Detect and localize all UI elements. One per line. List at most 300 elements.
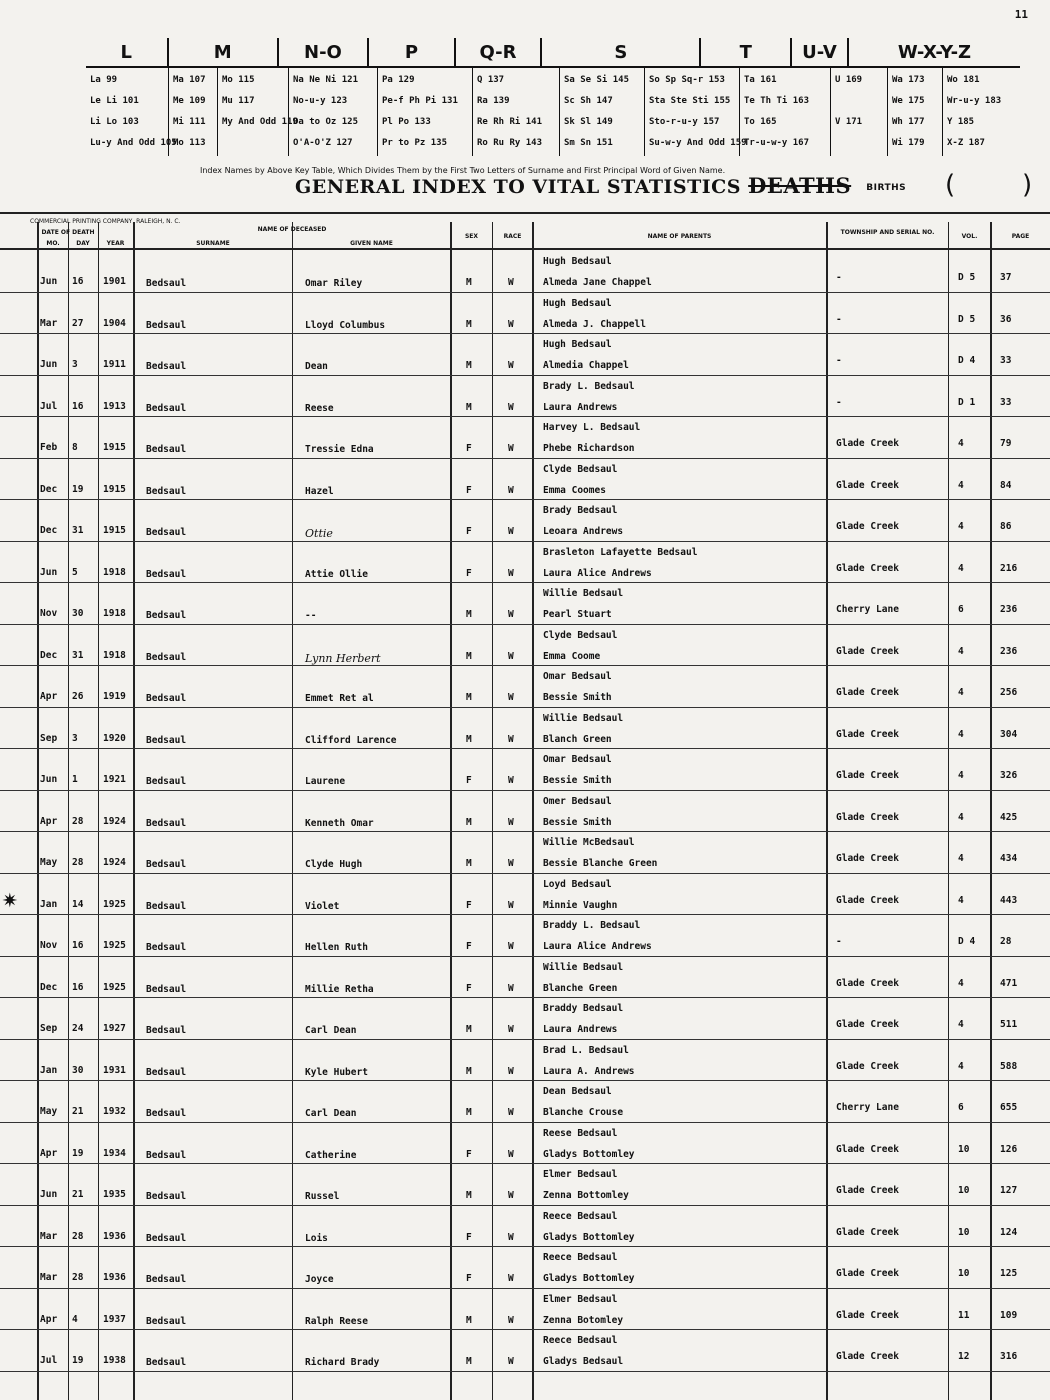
record-page: 37	[1000, 272, 1012, 283]
sex: F	[466, 941, 472, 952]
death-day: 30	[72, 1064, 84, 1076]
surname: Bedsaul	[146, 651, 187, 663]
death-day: 28	[72, 1272, 84, 1283]
race: W	[508, 1314, 514, 1326]
table-row	[0, 416, 1050, 459]
race: W	[508, 650, 514, 662]
key-entry: Sm Sn 151	[564, 138, 613, 148]
death-year: 1925	[103, 898, 126, 910]
father-name: Elmer Bedsaul	[543, 1293, 618, 1305]
volume: 10	[958, 1268, 970, 1279]
key-entry	[222, 133, 284, 154]
key-entry: Oa to Oz 125	[293, 117, 359, 127]
death-day: 16	[72, 276, 84, 287]
death-year: 1904	[103, 317, 126, 329]
township: Glade Creek	[836, 645, 899, 657]
record-page: 256	[1000, 687, 1018, 698]
death-month: Mar	[40, 1230, 58, 1242]
death-month: Nov	[40, 608, 58, 619]
surname: Bedsaul	[146, 1274, 187, 1285]
race: W	[508, 941, 514, 952]
key-entry: Wo 181	[947, 75, 980, 85]
mother-name: Blanche Crouse	[543, 1107, 624, 1118]
table-row	[0, 1122, 1050, 1165]
race: W	[508, 1024, 514, 1035]
key-entry: Pl Po 133	[382, 117, 431, 127]
volume: D 5	[958, 272, 976, 283]
key-column	[217, 68, 298, 156]
key-entry: Ro Ru Ry 143	[477, 138, 543, 148]
death-year: 1938	[103, 1355, 126, 1366]
death-year: 1919	[103, 691, 126, 702]
volume: D 4	[958, 936, 976, 947]
given-name: Catherine	[305, 1149, 357, 1161]
key-entry: Sto-r-u-y 157	[649, 117, 720, 127]
star-marker-icon: ✷	[2, 884, 18, 914]
given-name: Laurene	[305, 776, 346, 787]
death-day: 19	[72, 1355, 84, 1366]
volume: 4	[958, 562, 964, 574]
township: Glade Creek	[836, 1309, 899, 1321]
key-entry: Ra 139	[477, 96, 510, 106]
header-page: PAGE	[1011, 233, 1030, 240]
key-rows	[86, 68, 1020, 156]
sex: M	[466, 401, 472, 413]
volume: 4	[958, 728, 964, 740]
record-page: 304	[1000, 728, 1018, 740]
table-row	[0, 997, 1050, 1040]
key-entry: Lu-y And Odd 105	[90, 138, 177, 148]
table-row	[0, 250, 1050, 293]
header-volume: VOL.	[961, 233, 978, 240]
death-day: 28	[72, 1230, 84, 1242]
father-name: Brady Bedsaul	[543, 505, 618, 516]
table-row	[0, 873, 1050, 916]
record-page: 316	[1000, 1351, 1018, 1362]
death-day: 30	[72, 608, 84, 619]
mother-name: Zenna Bottomley	[543, 1190, 629, 1201]
death-year: 1925	[103, 981, 126, 993]
sex: M	[466, 692, 472, 703]
death-day: 26	[72, 691, 84, 702]
key-entry: Ta 161	[744, 75, 777, 85]
table-row	[0, 790, 1050, 833]
township: Glade Creek	[836, 894, 899, 906]
volume: 10	[958, 1226, 970, 1238]
death-day: 4	[72, 1313, 78, 1325]
race: W	[508, 733, 514, 745]
surname: Bedsaul	[146, 610, 187, 621]
table-row	[0, 499, 1050, 542]
mother-name: Laura Alice Andrews	[543, 567, 652, 579]
key-entry: Wi 179	[892, 138, 925, 148]
key-entry: Q 137	[477, 75, 505, 85]
title-struck-deaths: DEATHS	[748, 173, 852, 198]
table-row	[0, 914, 1050, 957]
key-entry: Li Lo 103	[90, 117, 139, 127]
father-name: Brady L. Bedsaul	[543, 380, 635, 392]
surname: Bedsaul	[146, 859, 187, 870]
death-day: 31	[72, 649, 84, 661]
header-date-of-death: DATE OF DEATH	[41, 229, 95, 236]
father-name: Willie Bedsaul	[543, 961, 624, 973]
death-day: 3	[72, 732, 78, 744]
key-entry: Sa Se Si 145	[564, 75, 630, 85]
key-letter: N-O	[277, 38, 367, 66]
table-row	[0, 1080, 1050, 1123]
township: -	[836, 355, 842, 366]
record-page: 124	[1000, 1226, 1018, 1238]
mother-name: Leoara Andrews	[543, 526, 624, 537]
volume: D 1	[958, 396, 976, 408]
mother-name: Laura A. Andrews	[543, 1065, 635, 1077]
table-row	[0, 582, 1050, 625]
township: Glade Creek	[836, 1268, 899, 1279]
township: -	[836, 396, 842, 408]
death-day: 28	[72, 857, 84, 868]
key-entry: Wh 177	[892, 117, 925, 127]
death-month: Jun	[40, 774, 58, 785]
mother-name: Phebe Richardson	[543, 443, 635, 454]
death-day: 16	[72, 981, 84, 993]
surname: Bedsaul	[146, 1108, 187, 1119]
surname: Bedsaul	[146, 444, 187, 455]
volume: 11	[958, 1309, 970, 1321]
father-name: Willie Bedsaul	[543, 588, 624, 599]
record-page: 216	[1000, 562, 1018, 574]
death-year: 1931	[103, 1064, 126, 1076]
death-month: May	[40, 857, 58, 868]
sex: F	[466, 567, 472, 579]
header-surname: SURNAME	[196, 240, 230, 247]
record-page: 33	[1000, 355, 1012, 366]
death-day: 19	[72, 483, 84, 495]
key-letter: P	[367, 38, 454, 66]
township: Glade Creek	[836, 811, 899, 823]
volume: 4	[958, 894, 964, 906]
sex: F	[466, 443, 472, 454]
table-row	[0, 707, 1050, 750]
township: Glade Creek	[836, 853, 899, 864]
table-row	[0, 333, 1050, 376]
key-letter: W-X-Y-Z	[847, 38, 1020, 66]
township: Glade Creek	[836, 1351, 899, 1362]
key-entry: Wr-u-y 183	[947, 96, 1002, 106]
volume: 10	[958, 1143, 970, 1155]
death-day: 14	[72, 898, 84, 910]
table-row	[0, 458, 1050, 501]
death-year: 1911	[103, 359, 126, 370]
township: Glade Creek	[836, 687, 899, 698]
header-day: DAY	[76, 240, 90, 247]
surname: Bedsaul	[146, 361, 187, 372]
key-entry: To 165	[744, 117, 777, 127]
key-entry: Pe-f Ph Pi 131	[382, 96, 458, 106]
death-year: 1936	[103, 1272, 126, 1283]
father-name: Willie McBedsaul	[543, 837, 635, 848]
given-name: Carl Dean	[305, 1108, 357, 1119]
death-year: 1918	[103, 566, 126, 578]
race: W	[508, 1065, 514, 1077]
volume: D 5	[958, 313, 976, 325]
death-day: 5	[72, 566, 78, 578]
death-year: 1937	[103, 1313, 126, 1325]
key-letter: S	[540, 38, 699, 66]
surname: Bedsaul	[146, 693, 187, 704]
given-name: Tressie Edna	[305, 444, 374, 455]
given-name: Ottie	[305, 527, 333, 540]
death-month: Apr	[40, 1313, 58, 1325]
surname: Bedsaul	[146, 942, 187, 953]
race: W	[508, 775, 514, 786]
race: W	[508, 982, 514, 994]
mother-name: Laura Andrews	[543, 1024, 618, 1035]
death-month: Mar	[40, 1272, 58, 1283]
father-name: Harvey L. Bedsaul	[543, 422, 641, 433]
death-day: 31	[72, 525, 84, 536]
key-entry: X-Z 187	[947, 138, 985, 148]
surname: Bedsaul	[146, 527, 187, 538]
death-month: Jun	[40, 566, 58, 578]
surname: Bedsaul	[146, 817, 187, 829]
death-month: Apr	[40, 691, 58, 702]
record-page: 588	[1000, 1060, 1018, 1072]
surname: Bedsaul	[146, 1357, 187, 1368]
death-month: Jan	[40, 1064, 58, 1076]
header-race: RACE	[503, 233, 522, 240]
table-row	[0, 1288, 1050, 1331]
given-name: Clifford Larence	[305, 734, 397, 746]
sex: M	[466, 1190, 472, 1201]
key-entry: We 175	[892, 96, 925, 106]
race: W	[508, 1107, 514, 1118]
death-month: Jul	[40, 400, 58, 412]
key-entry: Na Ne Ni 121	[293, 75, 359, 85]
given-name: Lynn Herbert	[305, 651, 381, 665]
header-township: TOWNSHIP AND SERIAL NO.	[840, 229, 935, 236]
township: Glade Creek	[836, 1226, 899, 1238]
father-name: Brasleton Lafayette Bedsaul	[543, 546, 698, 558]
mother-name: Gladys Bottomley	[543, 1231, 635, 1243]
table-row	[0, 665, 1050, 708]
township: Glade Creek	[836, 438, 899, 449]
death-year: 1915	[103, 525, 126, 536]
father-name: Hugh Bedsaul	[543, 339, 612, 350]
record-page: 236	[1000, 604, 1018, 615]
father-name: Dean Bedsaul	[543, 1086, 612, 1097]
father-name: Loyd Bedsaul	[543, 878, 612, 890]
death-year: 1924	[103, 815, 126, 827]
sex: F	[466, 526, 472, 537]
race: W	[508, 1148, 514, 1160]
township: Glade Creek	[836, 1143, 899, 1155]
death-day: 16	[72, 400, 84, 412]
key-entry: Pa 129	[382, 75, 415, 85]
key-entry	[835, 133, 883, 154]
sex: M	[466, 277, 472, 288]
record-page: 84	[1000, 479, 1012, 491]
mother-name: Minnie Vaughn	[543, 899, 618, 911]
key-entry: Sk Sl 149	[564, 117, 613, 127]
volume: 4	[958, 1019, 964, 1030]
death-day: 3	[72, 359, 78, 370]
key-column	[887, 68, 942, 156]
race: W	[508, 360, 514, 371]
race: W	[508, 1273, 514, 1284]
volume: 4	[958, 1060, 964, 1072]
index-instructions: Index Names by Above Key Table, Which Divides Them by the First Two Letters of Surname and First Principal Word of Given Name.	[200, 166, 726, 175]
sex: M	[466, 1107, 472, 1118]
death-year: 1925	[103, 940, 126, 951]
page-number: 11	[1014, 8, 1028, 21]
table-row	[0, 1246, 1050, 1289]
key-letter: Q-R	[454, 38, 541, 66]
record-page: 471	[1000, 977, 1018, 989]
father-name: Braddy Bedsaul	[543, 1003, 624, 1014]
death-year: 1918	[103, 608, 126, 619]
given-name: Carl Dean	[305, 1025, 357, 1036]
table-row	[0, 1039, 1050, 1082]
given-name: Ralph Reese	[305, 1315, 368, 1327]
father-name: Willie Bedsaul	[543, 712, 624, 724]
record-page: 511	[1000, 1019, 1018, 1030]
key-column	[472, 68, 559, 156]
race: W	[508, 858, 514, 869]
key-entry: So Sp Sq-r 153	[649, 75, 725, 85]
record-page: 326	[1000, 770, 1018, 781]
death-day: 27	[72, 317, 84, 329]
death-month: Dec	[40, 525, 58, 536]
given-name: Violet	[305, 900, 340, 912]
race: W	[508, 443, 514, 454]
death-month: Dec	[40, 649, 58, 661]
record-page: 109	[1000, 1309, 1018, 1321]
death-month: Dec	[40, 981, 58, 993]
sex: M	[466, 816, 472, 828]
father-name: Reece Bedsaul	[543, 1210, 618, 1222]
death-month: Mar	[40, 317, 58, 329]
given-name: --	[305, 610, 317, 621]
death-year: 1936	[103, 1230, 126, 1242]
sex: M	[466, 609, 472, 620]
mother-name: Laura Andrews	[543, 401, 618, 413]
race: W	[508, 1231, 514, 1243]
surname: Bedsaul	[146, 278, 187, 289]
race: W	[508, 277, 514, 288]
surname: Bedsaul	[146, 1066, 187, 1078]
death-month: May	[40, 1106, 58, 1117]
surname: Bedsaul	[146, 1149, 187, 1161]
death-year: 1934	[103, 1147, 126, 1159]
death-month: Jan	[40, 898, 58, 910]
death-year: 1924	[103, 857, 126, 868]
key-entry: La 99	[90, 75, 118, 85]
mother-name: Bessie Blanche Green	[543, 858, 658, 869]
record-page: 126	[1000, 1143, 1018, 1155]
death-month: Sep	[40, 1023, 58, 1034]
township: Glade Creek	[836, 977, 899, 989]
death-day: 21	[72, 1189, 84, 1200]
record-page: 127	[1000, 1185, 1018, 1196]
township: Glade Creek	[836, 728, 899, 740]
sex: M	[466, 1065, 472, 1077]
mother-name: Blanch Green	[543, 733, 612, 745]
given-name: Hellen Ruth	[305, 942, 368, 953]
key-entry: O'A-O'Z 127	[293, 138, 353, 148]
father-name: Brad L. Bedsaul	[543, 1044, 629, 1056]
key-entry: Mu 117	[222, 96, 255, 106]
death-day: 24	[72, 1023, 84, 1034]
death-year: 1918	[103, 649, 126, 661]
surname: Bedsaul	[146, 734, 187, 746]
race: W	[508, 609, 514, 620]
header-sex: SEX	[464, 233, 479, 240]
sex: M	[466, 360, 472, 371]
volume: 4	[958, 770, 964, 781]
death-year: 1935	[103, 1189, 126, 1200]
key-entry: Mo 113	[173, 138, 206, 148]
father-name: Braddy L. Bedsaul	[543, 920, 641, 931]
header-month: MO.	[46, 240, 60, 247]
record-page: 434	[1000, 853, 1018, 864]
record-page: 79	[1000, 438, 1012, 449]
key-entry: Re Rh Ri 141	[477, 117, 543, 127]
key-column	[644, 68, 747, 156]
key-column	[168, 68, 217, 156]
death-year: 1920	[103, 732, 126, 744]
given-name: Emmet Ret al	[305, 693, 374, 704]
father-name: Reece Bedsaul	[543, 1252, 618, 1263]
mother-name: Gladys Bedsaul	[543, 1356, 624, 1367]
key-entry: U 169	[835, 75, 863, 85]
death-month: Jun	[40, 1189, 58, 1200]
volume: 4	[958, 438, 964, 449]
township: -	[836, 272, 842, 283]
key-entry: Tr-u-w-y 167	[744, 138, 810, 148]
sex: F	[466, 484, 472, 496]
record-page: 443	[1000, 894, 1018, 906]
table-row	[0, 375, 1050, 418]
key-entry: Wa 173	[892, 75, 925, 85]
death-year: 1915	[103, 442, 126, 453]
father-name: Omar Bedsaul	[543, 671, 612, 682]
key-column	[288, 68, 377, 156]
given-name: Lois	[305, 1232, 328, 1244]
sex: F	[466, 899, 472, 911]
key-entry: Pr to Pz 135	[382, 138, 448, 148]
volume: 4	[958, 521, 964, 532]
mother-name: Laura Alice Andrews	[543, 941, 652, 952]
race: W	[508, 318, 514, 330]
mother-name: Bessie Smith	[543, 775, 612, 786]
death-day: 1	[72, 774, 78, 785]
death-month: Jun	[40, 276, 58, 287]
paren-open: (	[945, 170, 956, 200]
title-births: BIRTHS	[866, 183, 907, 193]
sex: M	[466, 650, 472, 662]
death-month: Jul	[40, 1355, 58, 1366]
death-day: 8	[72, 442, 78, 453]
race: W	[508, 1356, 514, 1367]
table-row	[0, 1163, 1050, 1206]
key-entry: Y 185	[947, 117, 975, 127]
key-entry: Ma 107	[173, 75, 206, 85]
township: -	[836, 313, 842, 325]
page-title	[295, 173, 906, 198]
death-year: 1901	[103, 276, 126, 287]
key-letter: L	[120, 41, 133, 63]
given-name: Russel	[305, 1191, 340, 1202]
